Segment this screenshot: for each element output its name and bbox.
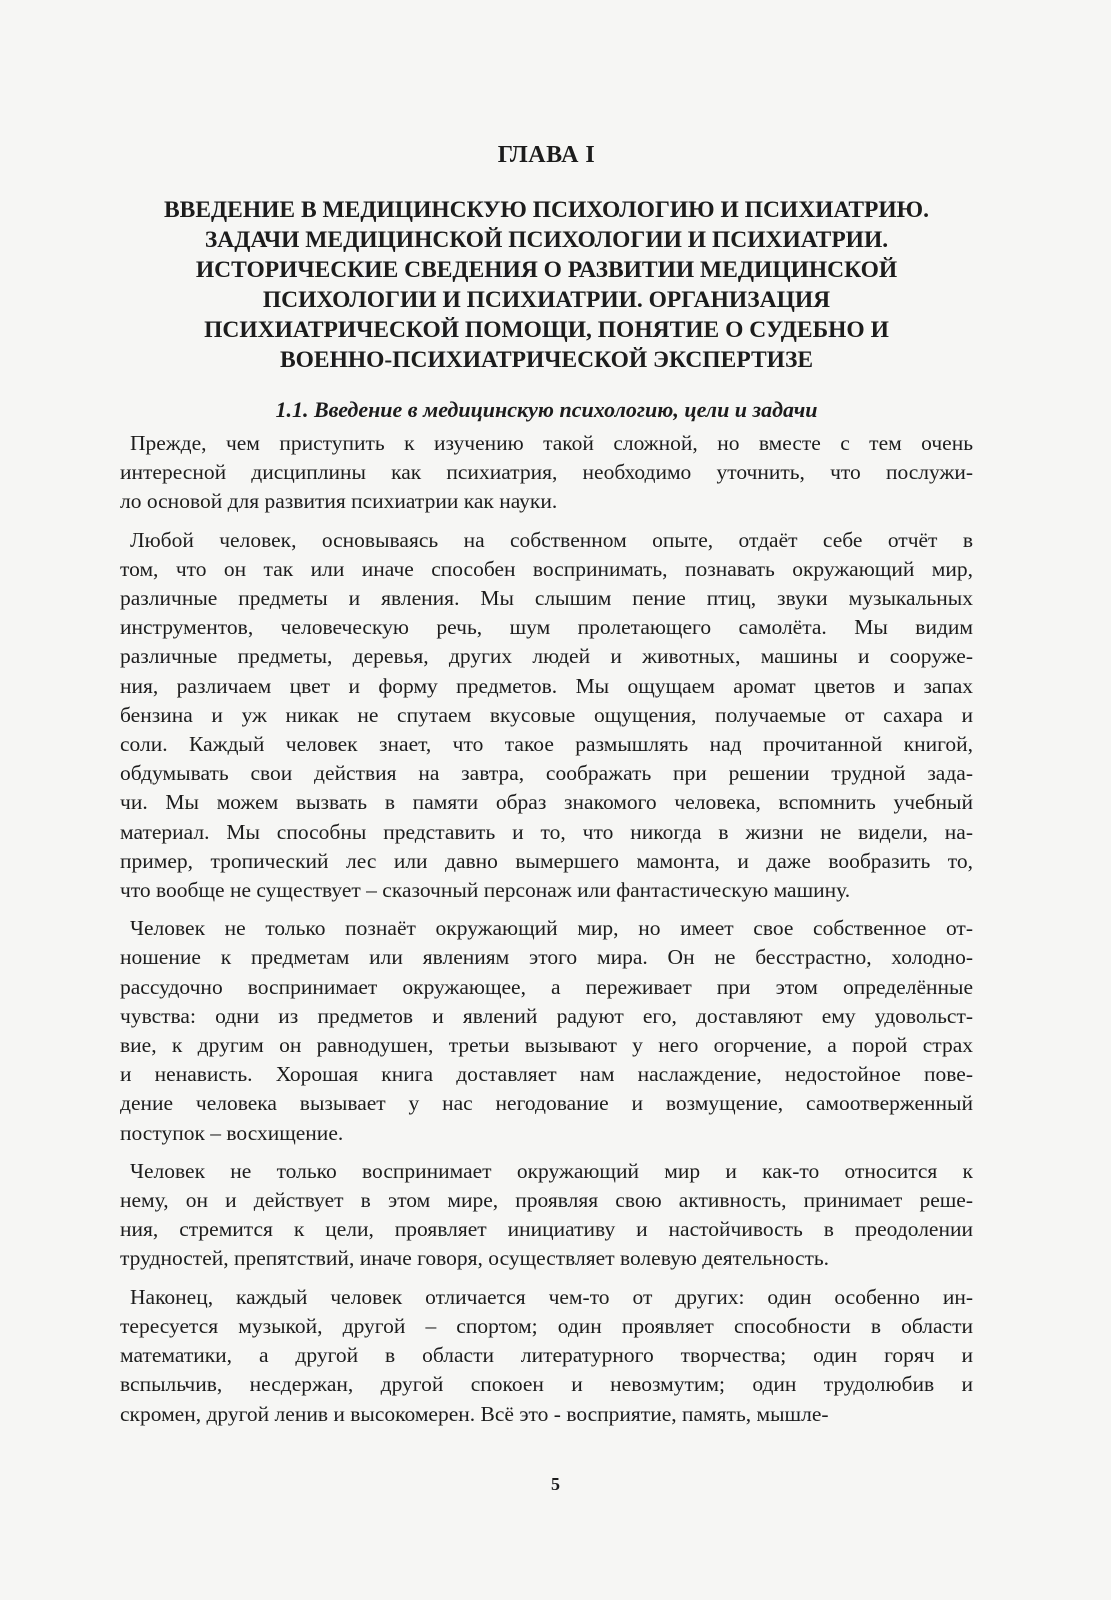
text-line: материал. Мы способны представить и то, что никогда в жизни не видели, на- bbox=[120, 819, 973, 844]
chapter-label: ГЛАВА I bbox=[497, 142, 596, 168]
text-line: рассудочно воспринимает окружающее, а переживает при этом определённые bbox=[120, 974, 973, 999]
chapter-title bbox=[120, 195, 973, 375]
text-line: вие, к другим он равнодушен, третьи вызывают у него огорчение, а порой страх bbox=[120, 1033, 973, 1058]
text-line: чувства: одни из предметов и явлений радуют его, доставляют ему удовольст- bbox=[120, 1003, 973, 1028]
chapter-title-line: ПСИХИАТРИЧЕСКОЙ ПОМОЩИ, ПОНЯТИЕ О СУДЕБНО И bbox=[204, 317, 889, 343]
text-line: соли. Каждый человек знает, что такое размышлять над прочитанной книгой, bbox=[120, 732, 973, 757]
text-line: Наконец, каждый человек отличается чем-то от других: один особенно ин- bbox=[130, 1284, 973, 1309]
text-line: математики, а другой в области литературного творчества; один горяч и bbox=[120, 1343, 973, 1368]
text-line: трудностей, препятствий, иначе говоря, осуществляет волевую деятельность. bbox=[120, 1246, 830, 1271]
text-line: и ненависть. Хорошая книга доставляет нам наслаждение, недостойное пове- bbox=[120, 1062, 973, 1087]
text-line: чи. Мы можем вызвать в памяти образ знакомого человека, вспомнить учебный bbox=[120, 790, 973, 815]
chapter-title-line: ЗАДАЧИ МЕДИЦИНСКОЙ ПСИХОЛОГИИ И ПСИХИАТРИИ. bbox=[204, 227, 889, 253]
paragraph bbox=[120, 1283, 973, 1429]
text-line: дение человека вызывает у нас негодование и возмущение, самоотверженный bbox=[120, 1091, 973, 1116]
text-line: том, что он так или иначе способен воспринимать, познавать окружающий мир, bbox=[120, 556, 973, 581]
text-line: ния, стремится к цели, проявляет инициативу и настойчивость в преодолении bbox=[120, 1217, 973, 1242]
text-line: Прежде, чем приступить к изучению такой сложной, но вместе с тем очень bbox=[130, 431, 973, 455]
text-line: ношение к предметам или явлениям этого мира. Он не бесстрастно, холодно- bbox=[120, 945, 973, 970]
paragraph bbox=[120, 1157, 973, 1274]
text-line: ния, различаем цвет и форму предметов. Мы ощущаем аромат цветов и запах bbox=[120, 673, 973, 698]
text-line: Человек не только воспринимает окружающий мир и как-то относится к bbox=[130, 1158, 973, 1183]
text-line: тересуется музыкой, другой – спортом; один проявляет способности в области bbox=[120, 1313, 973, 1338]
text-line: инструментов, человеческую речь, шум пролетающего самолёта. Мы видим bbox=[120, 615, 973, 640]
chapter-title-line: ВВЕДЕНИЕ В МЕДИЦИНСКУЮ ПСИХОЛОГИЮ И ПСИХИАТРИЮ. bbox=[163, 197, 930, 223]
text-line: скромен, другой ленив и высокомерен. Всё это - восприятие, память, мышле- bbox=[120, 1401, 829, 1426]
text-line: пример, тропический лес или давно вымершего мамонта, и даже вообразить то, bbox=[120, 848, 973, 873]
text-line: бензина и уж никак не спутаем вкусовые ощущения, получаемые от сахара и bbox=[120, 702, 973, 727]
paragraph bbox=[120, 914, 973, 1148]
text-line: поступок – восхищение. bbox=[120, 1120, 344, 1145]
paragraph bbox=[120, 429, 973, 517]
chapter-title-line: ПСИХОЛОГИИ И ПСИХИАТРИИ. ОРГАНИЗАЦИЯ bbox=[262, 287, 831, 313]
text-line: вспыльчив, несдержан, другой спокоен и невозмутим; один трудолюбив и bbox=[120, 1372, 973, 1397]
paragraph bbox=[120, 526, 973, 906]
text-line: ло основой для развития психиатрии как науки. bbox=[120, 489, 558, 514]
text-line: Любой человек, основываясь на собственном опыте, отдаёт себе отчёт в bbox=[130, 527, 973, 552]
text-line: нему, он и действует в этом мире, проявляя свою активность, принимает реше- bbox=[120, 1188, 973, 1213]
chapter-title-line: ИСТОРИЧЕСКИЕ СВЕДЕНИЯ О РАЗВИТИИ МЕДИЦИНСКОЙ bbox=[195, 257, 898, 283]
section-title: 1.1. Введение в медицинскую психологию, цели и задачи bbox=[275, 397, 818, 422]
body-text bbox=[120, 429, 973, 1429]
text-line: интересной дисциплины как психиатрия, необходимо уточнить, что послужи- bbox=[120, 460, 973, 485]
text-line: обдумывать свои действия на завтра, соображать при решении трудной зада- bbox=[120, 761, 973, 786]
text-line: различные предметы и явления. Мы слышим пение птиц, звуки музыкальных bbox=[120, 586, 973, 611]
text-line: что вообще не существует – сказочный персонаж или фантастическую машину. bbox=[120, 878, 851, 903]
text-line: различные предметы, деревья, других людей и животных, машины и сооруже- bbox=[120, 644, 973, 669]
chapter-title-line: ВОЕННО-ПСИХИАТРИЧЕСКОЙ ЭКСПЕРТИЗЕ bbox=[279, 347, 814, 373]
text-line: Человек не только познаёт окружающий мир, но имеет свое собственное от- bbox=[130, 916, 973, 941]
page-number: 5 bbox=[551, 1474, 560, 1494]
